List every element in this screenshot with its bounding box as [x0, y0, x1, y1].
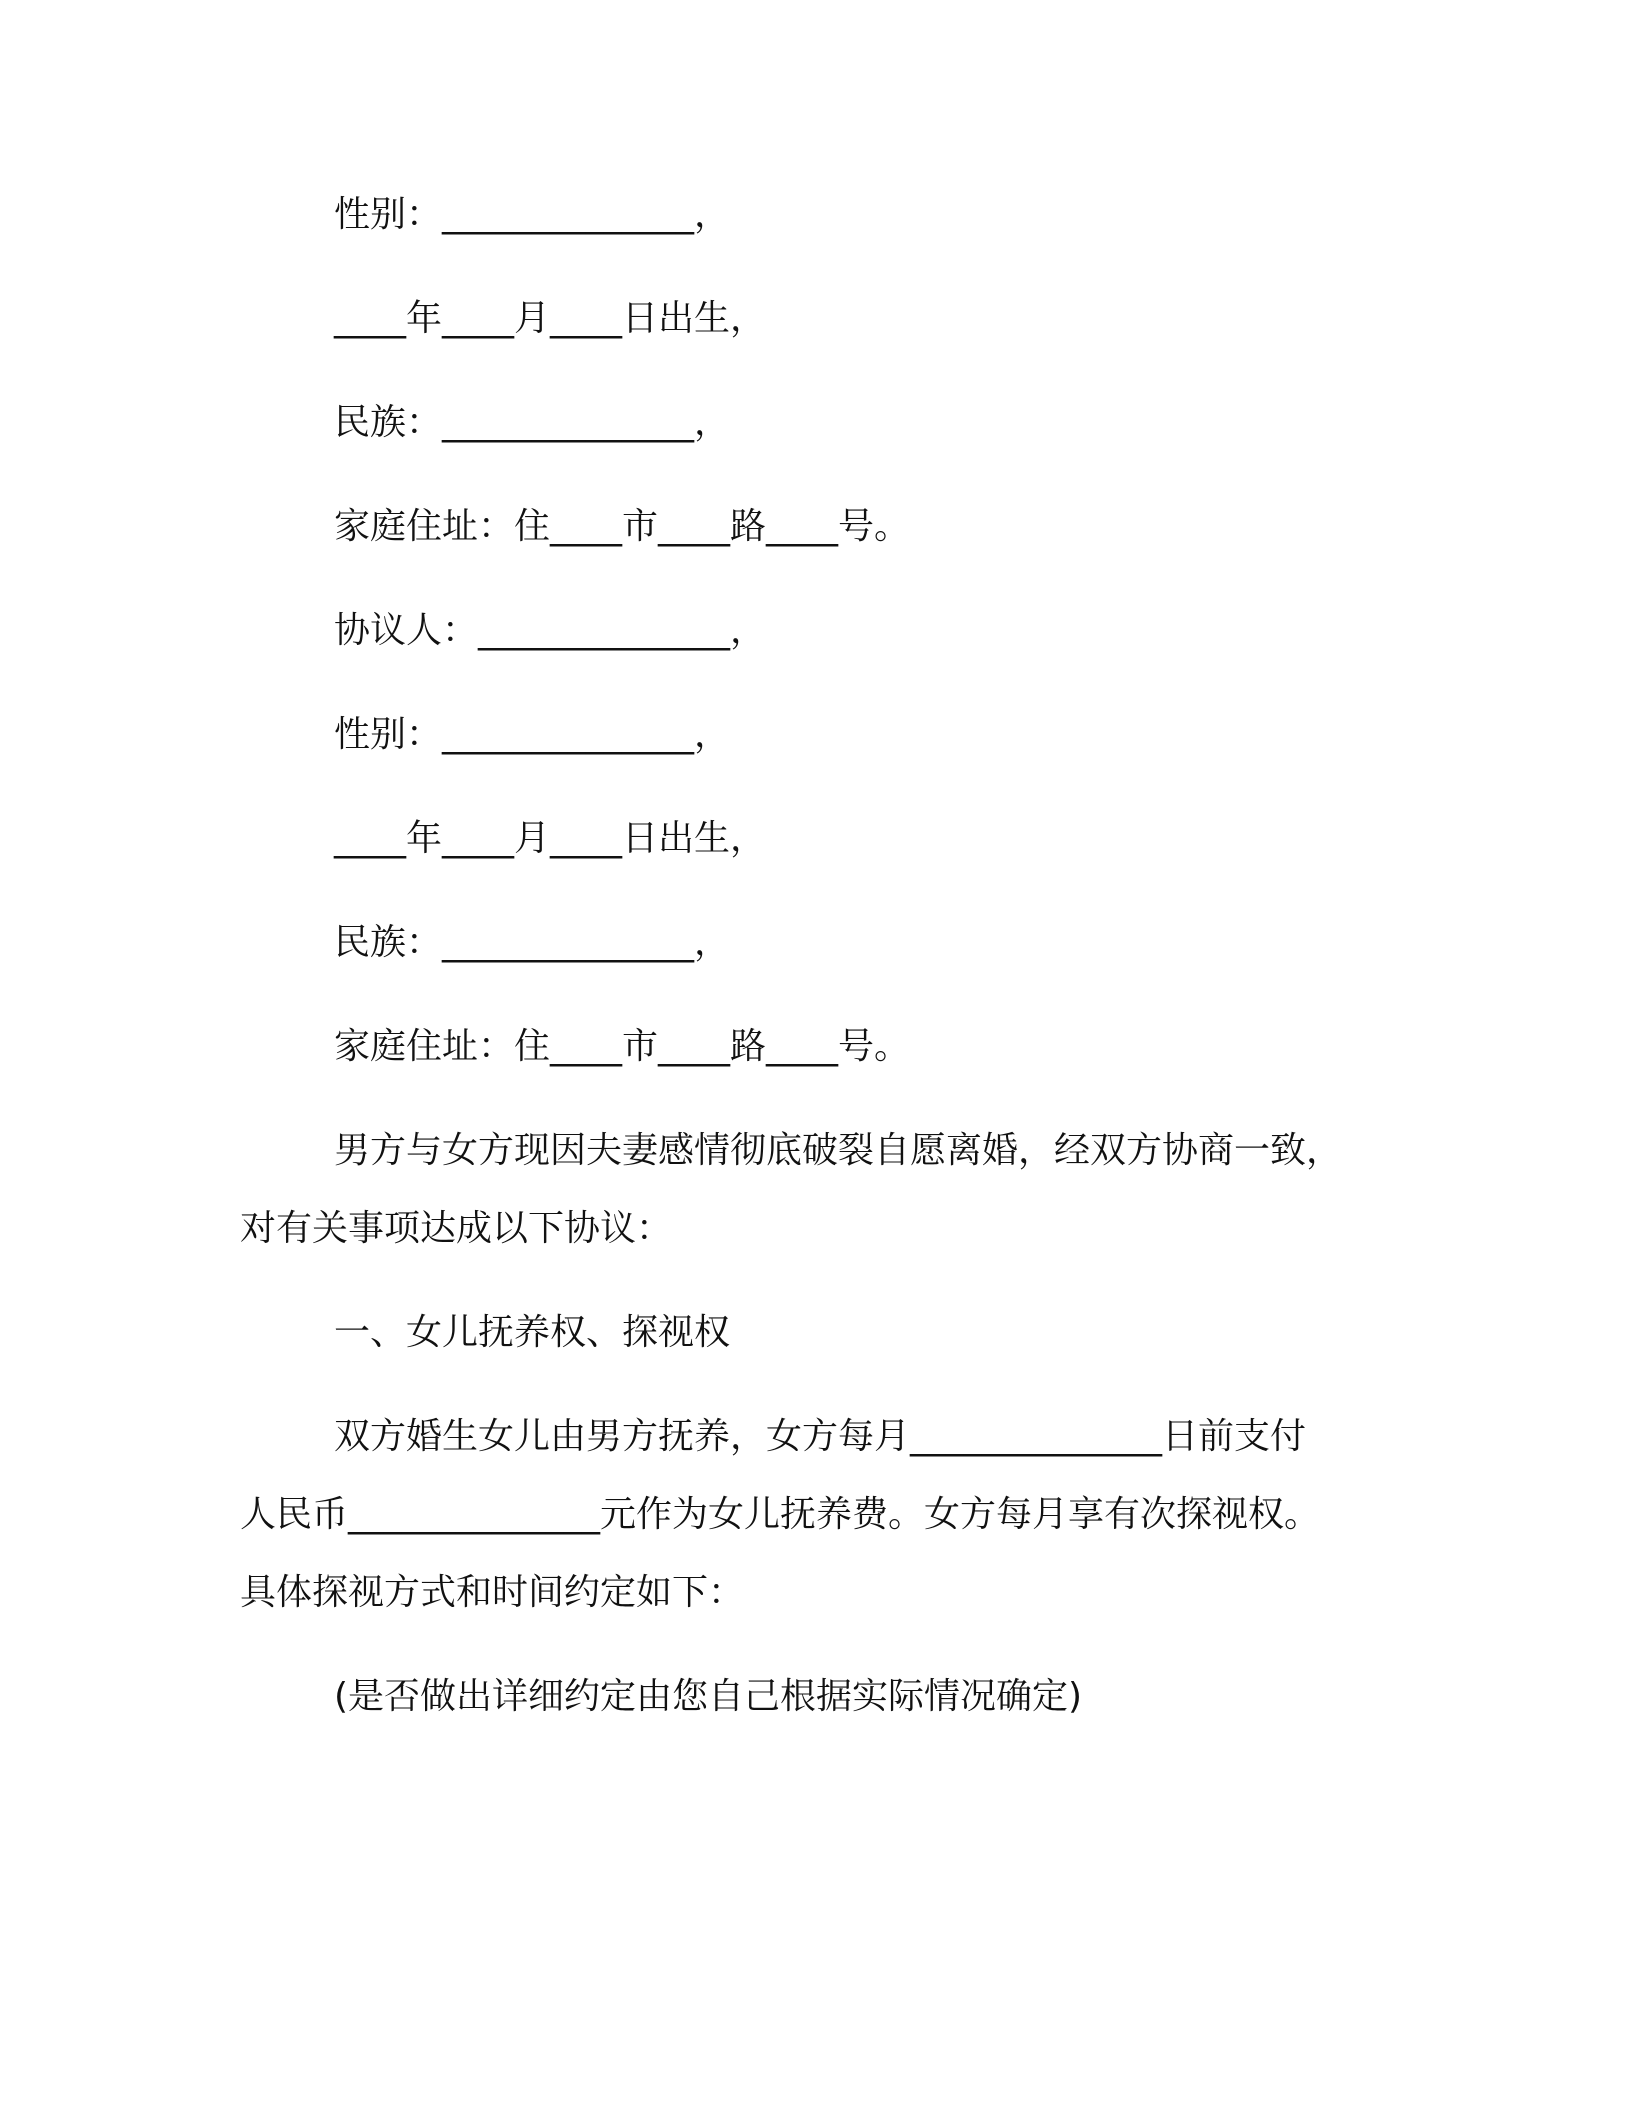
custody-note: (是否做出详细约定由您自己根据实际情况确定)	[334, 1676, 1083, 1717]
field-ethnicity-1: 民族：______________，	[334, 402, 731, 443]
field-address-1: 家庭住址：住____市____路____号。	[334, 506, 911, 547]
custody-paragraph-line1: 双方婚生女儿由男方抚养，女方每月______________日前支付	[334, 1416, 1307, 1457]
intro-paragraph-line1: 男方与女方现因夫妻感情彻底破裂自愿离婚，经双方协商一致，	[334, 1130, 1343, 1171]
custody-paragraph-line3: 具体探视方式和时间约定如下：	[240, 1572, 745, 1613]
custody-paragraph-line2: 人民币______________元作为女儿抚养费。女方每月享有次探视权。	[240, 1494, 1321, 1535]
section-heading-custody: 一、女儿抚养权、探视权	[334, 1312, 731, 1353]
field-address-2: 家庭住址：住____市____路____号。	[334, 1026, 911, 1067]
field-party-2: 协议人：______________，	[334, 610, 767, 651]
field-gender-1: 性别：______________，	[334, 194, 731, 235]
field-birthdate-2: ____年____月____日出生，	[334, 818, 767, 859]
intro-paragraph-line2: 对有关事项达成以下协议：	[240, 1208, 673, 1249]
field-gender-2: 性别：______________，	[334, 714, 731, 755]
field-ethnicity-2: 民族：______________，	[334, 922, 731, 963]
field-birthdate-1: ____年____月____日出生，	[334, 298, 767, 339]
